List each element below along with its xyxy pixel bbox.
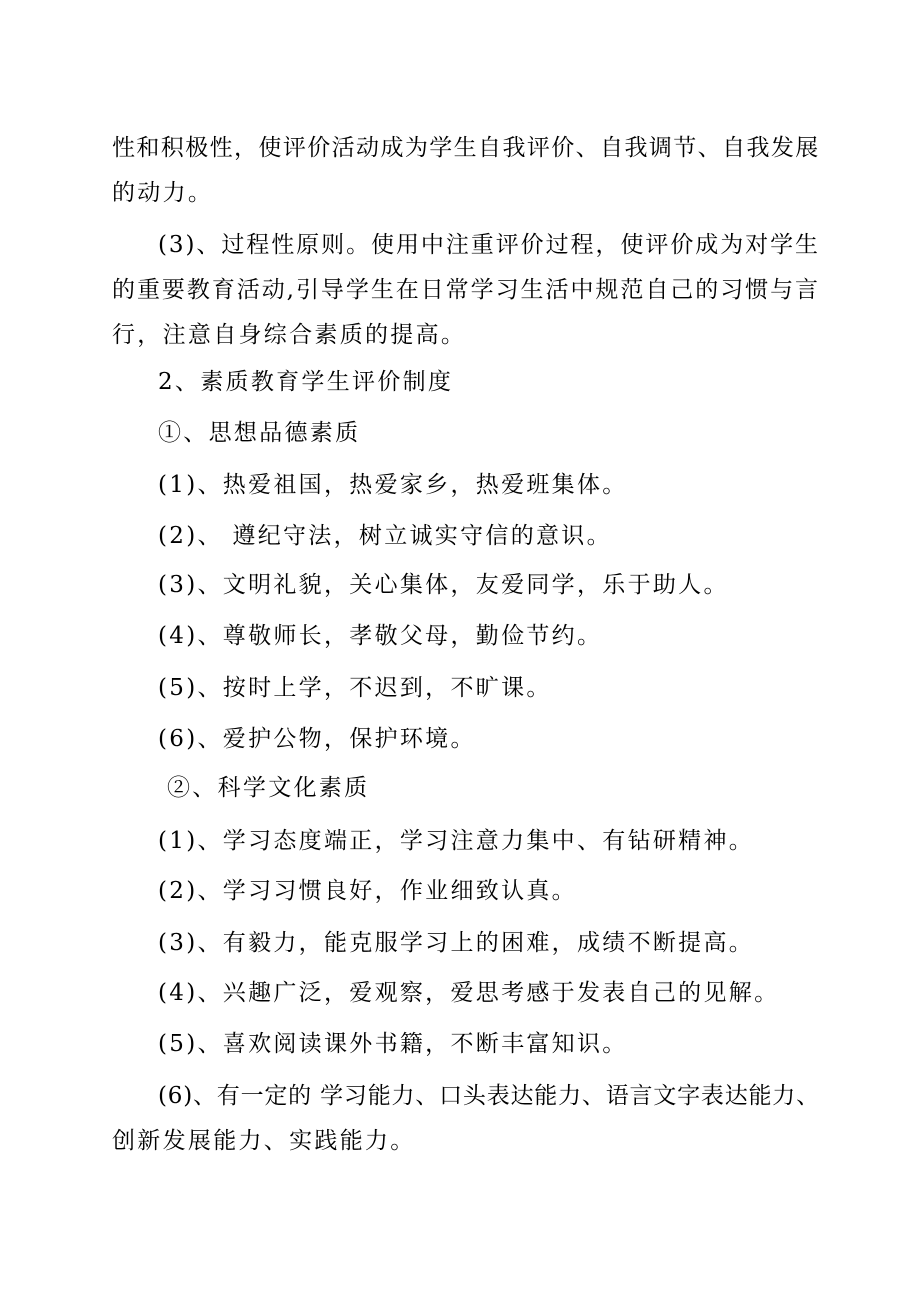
list-item: (6)、爱护公物，保护环境。 [158,726,476,752]
paragraph-line: 的动力。 [112,180,214,206]
list-item: (6)、有一定的 学习能力、口头表达能力、语言文字表达能力、 [158,1083,820,1109]
paragraph-line: 行，注意自身综合素质的提高。 [112,322,467,348]
list-item: (5)、按时上学，不迟到，不旷课。 [158,675,552,701]
subsection-heading: ②、科学文化素质 [167,775,370,801]
list-item: (3)、文明礼貌，关心集体，友爱同学，乐于助人。 [158,572,729,598]
paragraph-line: 的重要教育活动,引导学生在日常学习生活中规范自己的习惯与言 [112,277,821,303]
list-item: (4)、尊敬师长，孝敬父母，勤俭节约。 [158,623,603,649]
list-item: (1)、热爱祖国，热爱家乡，热爱班集体。 [158,472,628,498]
list-item: (5)、喜欢阅读课外书籍，不断丰富知识。 [158,1031,628,1057]
list-item: (2)、 遵纪守法，树立诚实守信的意识。 [158,523,612,549]
section-heading: 2、素质教育学生评价制度 [158,369,454,395]
paragraph-line: 性和积极性，使评价活动成为学生自我评价、自我调节、自我发展 [112,135,820,161]
list-item: (2)、学习习惯良好，作业细致认真。 [158,878,577,904]
list-item: (1)、学习态度端正，学习注意力集中、有钻研精神。 [158,828,755,854]
paragraph-line: 创新发展能力、实践能力。 [112,1128,416,1154]
subsection-heading: ①、思想品德素质 [158,420,361,446]
paragraph-line: (3)、过程性原则。使用中注重评价过程，使评价成为对学生 [158,232,820,258]
list-item: (4)、兴趣广泛，爱观察，爱思考感于发表自己的见解。 [158,980,780,1006]
list-item: (3)、有毅力，能克服学习上的困难，成绩不断提高。 [158,930,755,956]
